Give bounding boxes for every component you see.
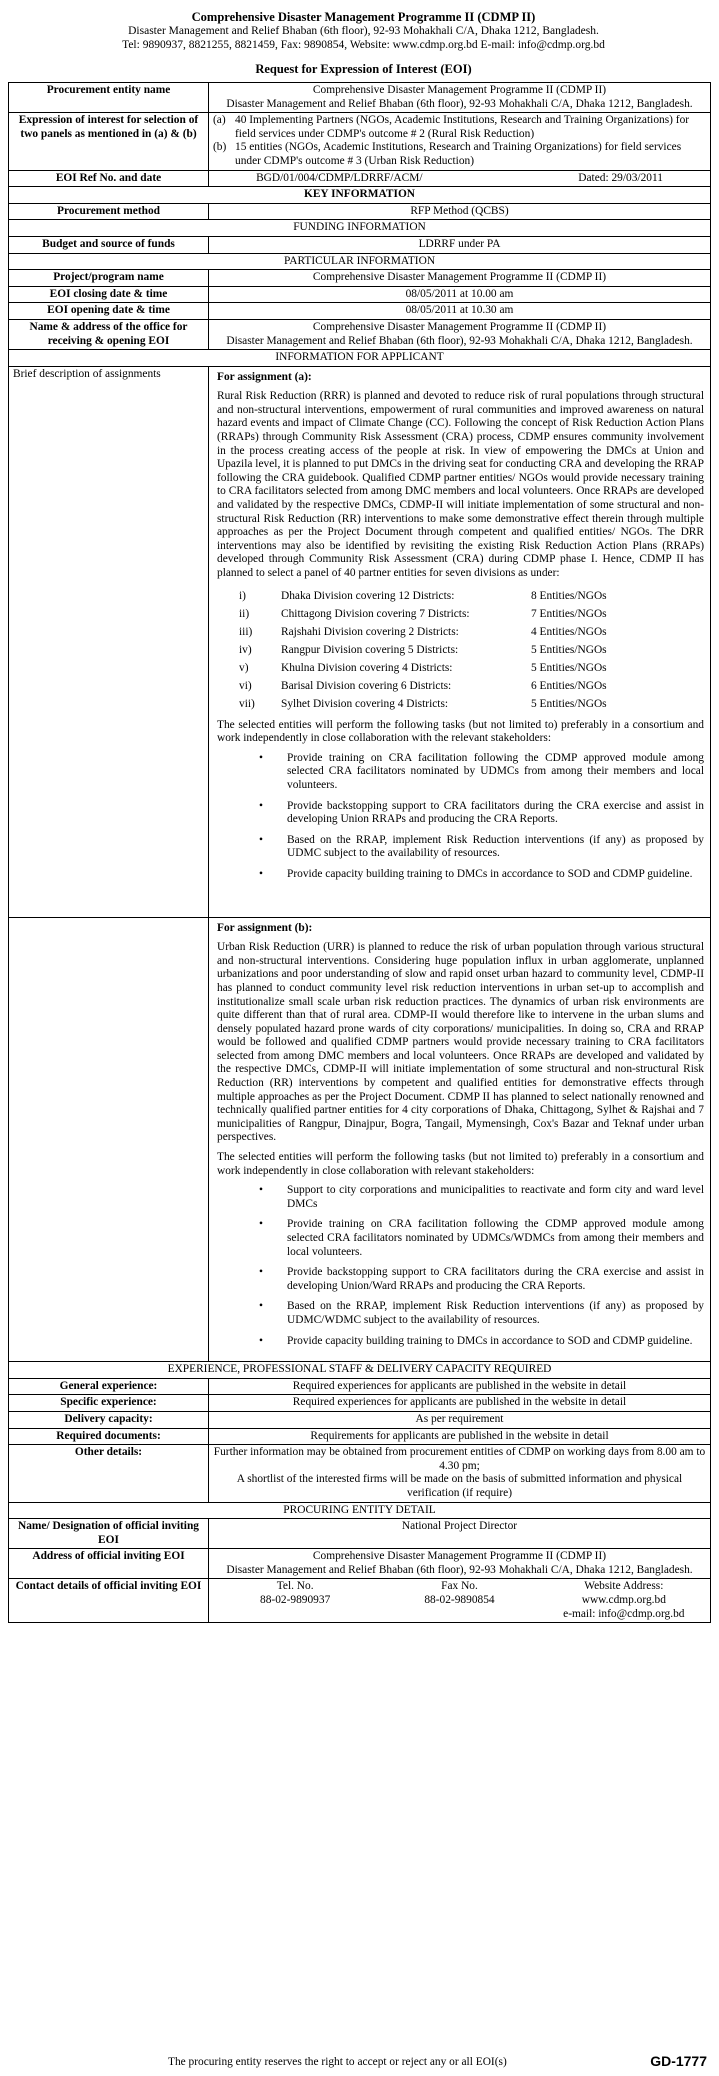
entity-heading: PROCURING ENTITY DETAIL [9,1502,711,1519]
designation-value: National Project Director [209,1519,711,1549]
division-row: vii) Sylhet Division covering 4 Districts: 5 Entities/NGOs [239,697,607,710]
footer-note: The procuring entity reserves the right to accept or reject any or all EOI(s) [168,2056,507,2068]
procurement-value [209,83,711,113]
division-row: iii) Rajshahi Division covering 2 Districts: 4 Entities/NGOs [239,625,607,638]
ref-label: EOI Ref No. and date [9,170,209,187]
experience-heading: EXPERIENCE, PROFESSIONAL STAFF & DELIVERY CAPACITY REQUIRED [9,1362,711,1379]
division-list [239,587,607,713]
entity-address-label: Address of official inviting EOI [9,1549,209,1579]
brief-label: Brief description of assignments [9,366,209,917]
task-item: • Provide training on CRA facilitation following the CDMP approved module among selected CRA facilitators nominated by UDMCs/WDMCs from among their members and local volunteers. [287,1218,704,1259]
documents-value: Requirements for applicants are published in the website in detail [209,1428,711,1445]
other-value: Further information may be obtained from procurement entities of CDMP on working days from 8.00 am to 4.30 pm; A shortlist of the interested firms will be made on the basis of submitted information and physical verification (if require) [209,1445,711,1502]
division-row: ii) Chittagong Division covering 7 Districts: 7 Entities/NGOs [239,607,607,620]
eoi-items [209,113,711,170]
ref-value [209,170,711,187]
task-item: • Support to city corporations and municipalities to reactivate and form city and ward level DMCs [287,1184,704,1211]
closing-label: EOI closing date & time [9,286,209,303]
assignment-b-row [9,917,711,1362]
task-item: • Provide backstopping support to CRA facilitators during the CRA exercise and assist in developing Union/Ward RRAPs and producing the CRA Reports. [287,1266,704,1293]
task-item: • Provide training on CRA facilitation following the CDMP approved module among selected CRA facilitators nominated by UDMCs from among their members and local volunteers. [287,752,704,793]
web-block: Website Address: www.cdmp.org.bd e-mail: info@cdmp.org.bd [542,1580,706,1621]
particular-heading: PARTICULAR INFORMATION [9,253,711,270]
header-title: Comprehensive Disaster Management Programme II (CDMP II) [191,10,536,24]
header-address: Disaster Management and Relief Bhaban (6th floor), 92-93 Mohakhali C/A, Dhaka 1212, Bangladesh. [128,25,599,37]
contact-value [209,1579,711,1623]
task-item: • Provide backstopping support to CRA facilitators during the CRA exercise and assist in developing Union RRAPs and producing the CRA Reports. [287,800,704,827]
task-item: • Based on the RRAP, implement Risk Reduction interventions (if any) as proposed by UDMC/WDMC subject to the availability of resources. [287,1300,704,1327]
assignment-b [209,917,711,1362]
ref-row [9,170,711,187]
delivery-value: As per requirement [209,1411,711,1428]
ref-number: BGD/01/004/CDMP/LDRRF/ACM/ [256,171,423,184]
key-info-heading: KEY INFORMATION [9,187,711,204]
assignment-b-tasks [217,1184,704,1348]
assignment-b-heading: For assignment (b): [217,921,313,934]
procurement-row [9,83,711,113]
website-link: www.cdmp.org.bd [581,1594,666,1607]
assignment-a [209,366,711,917]
eoi-title: Request for Expression of Interest (EOI) [255,62,472,76]
specific-value: Required experiences for applicants are published in the website in detail [209,1395,711,1412]
eoi-label: Expression of interest for selection of two panels as mentioned in (a) & (b) [9,113,209,170]
funding-label: Budget and source of funds [9,236,209,253]
division-row: vi) Barisal Division covering 6 Districts: 6 Entities/NGOs [239,679,607,692]
fax-block: Fax No. 88-02-9890854 [377,1580,541,1621]
closing-value: 08/05/2011 at 10.00 am [209,286,711,303]
tel-number: 88-02-9890937 [260,1594,331,1607]
notice-code: GD-1777 [650,2053,707,2069]
procurement-name: Comprehensive Disaster Management Programme II (CDMP II) [312,84,607,96]
assignment-a-paragraph: Rural Risk Reduction (RRR) is planned and devoted to reduce risk of rural populations through structural and non-structural interventions, empowerment of rural communities and improved awareness on natural hazard events and impact of Climate Change (CC). Following the concept of Risk Reduction Action Plans (RRAPs) through Community Risk Assessment (CRA) process, CDMP ensures community involvement in the process creating access of the people at risk. In view of empowering the DMCs at Union and Upazila level, it is planned to put DMCs in the driving seat for conducting CRA and developing the RRAP following the CRA guidebook. Qualified CDMP partner entities/ NGOs would provide necessary training to CRA facilitators selected from among DMC members and local volunteers. Once RRAPs are developed and validated by the respective DMCs, CDMP-II will initiate implementation of some structural and non-structural Risk Reduction (RR) interventions to make some demonstrative effect therein through multiple approaches as per the Project Document through competent and qualified entities/ NGOs. The DRR interventions may also be identified by revisiting the existing Risk Reduction Action Plans (RRAPs) developed through Community Risk Assessment (CRA) during CDMP phase I. Hence, CDMP II has planned to select a panel of 40 partner entities for seven divisions as under: [217,390,704,579]
method-value: RFP Method (QCBS) [209,203,711,220]
task-item: • Based on the RRAP, implement Risk Reduction interventions (if any) as proposed by UDMC subject to the availability of resources. [287,834,704,861]
office-value: Comprehensive Disaster Management Programme II (CDMP II) Disaster Management and Relief Bhaban (6th floor), 92-93 Mohakhali C/A, Dhaka 1212, Bangladesh. [209,319,711,349]
funding-heading: FUNDING INFORMATION [9,220,711,237]
entity-address-value: Comprehensive Disaster Management Programme II (CDMP II) Disaster Management and Relief Bhaban (6th floor), 92-93 Mohakhali C/A, Dhaka 1212, Bangladesh. [209,1549,711,1579]
assignment-a-tasks [217,752,704,882]
assignment-b-paragraph: Urban Risk Reduction (URR) is planned to reduce the risk of urban population through various structural and non-structural interventions. Considering huge population influx in urban agglomerate, unplanned urbanizations and poor understanding of slow and rapid onset urban hazard to community level, CDMP-II has planned to conduct community level risk reduction interventions in urban set-up to accomplish and institutionalize small scale urban risk reduction practices. The dynamics of urban risk environments are quite different than that of rural area. CDMP-II would therefore like to intervene in the urban slums and densely populated hazard prone wards of city corporations/ municipalities. In doing so, CRA and RRAP would be followed and qualified CDMP partners would provide necessary training to CRA facilitators selected from among DMC members and local volunteers. Once RRAPs are developed and validated by the respective DMCs, CDMP-II will initiate implementation of some structural and non-structural Risk Reduction (RR) interventions by competent and qualified entities for demonstrative effects through multiple approaches as per the Project Document. CDMP II has planned to select nationally renowned and technically qualified partner entities for 4 city corporations of Dhaka, Chittagong, Sylhet & Rajshai and 7 municipalities of Rangpur, Dinajpur, Bogra, Tangail, Mymensingh, Cox's Bazar and Teknaf under urban perspectives. [217,941,704,1144]
ref-date: Dated: 29/03/2011 [578,171,663,184]
eoi-table [8,82,711,1623]
eoi-item-b: (b) 15 entities (NGOs, Academic Institutions, Research and Training Organizations) for field services under CDMP's outcome # 3 (Urban Risk Reduction) [213,141,682,167]
project-label: Project/program name [9,270,209,287]
eoi-row [9,113,711,170]
header-contact: Tel: 9890937, 8821255, 8821459, Fax: 9890854, Website: www.cdmp.org.bd E-mail: info@cdmp.org.bd [122,39,605,51]
fax-number: 88-02-9890854 [424,1594,495,1607]
contact-label: Contact details of official inviting EOI [9,1579,209,1623]
documents-label: Required documents: [9,1428,209,1445]
opening-value: 08/05/2011 at 10.30 am [209,303,711,320]
project-value: Comprehensive Disaster Management Programme II (CDMP II) [209,270,711,287]
office-label: Name & address of the office for receiving & opening EOI [9,319,209,349]
opening-label: EOI opening date & time [9,303,209,320]
procurement-address: Disaster Management and Relief Bhaban (6th floor), 92-93 Mohakhali C/A, Dhaka 1212, Bangladesh. [226,97,693,110]
division-row: iv) Rangpur Division covering 5 Districts: 5 Entities/NGOs [239,643,607,656]
email-link: e-mail: info@cdmp.org.bd [563,1607,685,1620]
division-row: v) Khulna Division covering 4 Districts: 5 Entities/NGOs [239,661,607,674]
designation-label: Name/ Designation of official inviting EOI [9,1519,209,1549]
task-item: • Provide capacity building training to DMCs in accordance to SOD and CDMP guideline. [287,1335,704,1349]
assignment-b-tasks-intro: The selected entities will perform the following tasks (but not limited to) preferably in a consortium and work independently in close collaboration with relevant stakeholders: [217,1151,704,1177]
eoi-item-a: (a) 40 Implementing Partners (NGOs, Academic Institutions, Research and Training Organizations) for field services under CDMP's outcome # 2 (Rural Risk Reduction) [213,114,690,140]
delivery-label: Delivery capacity: [9,1411,209,1428]
funding-value: LDRRF under PA [209,236,711,253]
applicant-heading: INFORMATION FOR APPLICANT [9,350,711,367]
assignment-a-row [9,366,711,917]
assignment-a-tasks-intro: The selected entities will perform the following tasks (but not limited to) preferably in a consortium and work independently in close collaboration with the relevant stakeholders: [217,718,704,745]
general-value: Required experiences for applicants are published in the website in detail [209,1378,711,1395]
header [16,10,711,76]
procurement-label: Procurement entity name [9,83,209,113]
task-item: • Provide capacity building training to DMCs in accordance to SOD and CDMP guideline. [287,868,704,882]
tel-block: Tel. No. 88-02-9890937 [213,1580,377,1621]
other-label: Other details: [9,1445,209,1502]
method-label: Procurement method [9,203,209,220]
general-label: General experience: [9,1378,209,1395]
specific-label: Specific experience: [9,1395,209,1412]
division-row: i) Dhaka Division covering 12 Districts: 8 Entities/NGOs [239,589,607,602]
assignment-a-heading: For assignment (a): [217,370,312,383]
